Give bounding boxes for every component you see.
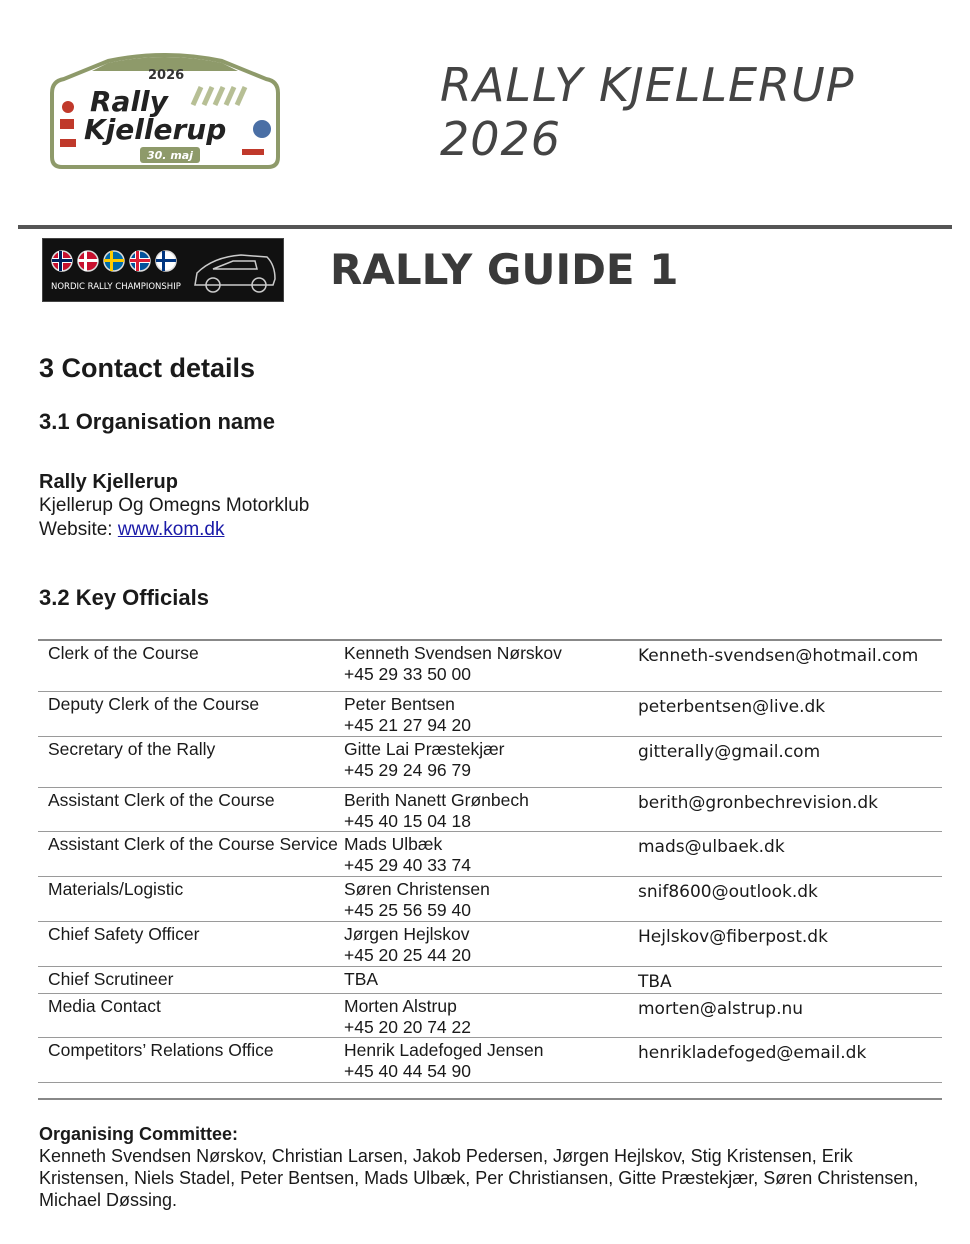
official-phone: +45 29 40 33 74 bbox=[344, 855, 471, 875]
flag-norway-icon bbox=[52, 251, 72, 271]
website-link[interactable]: www.kom.dk bbox=[117, 519, 225, 540]
official-phone: +45 25 56 59 40 bbox=[344, 900, 471, 920]
email-cell[interactable]: gitterally@gmail.com bbox=[638, 742, 821, 762]
org-heading: 3.1 Organisation name bbox=[39, 409, 275, 434]
table-row bbox=[38, 922, 942, 967]
contact-cell bbox=[344, 922, 638, 966]
club-name: Kjellerup Og Omegns Motorklub bbox=[39, 495, 310, 516]
table-row bbox=[38, 994, 942, 1038]
official-name: Mads Ulbæk bbox=[344, 834, 443, 854]
official-phone: +45 29 24 96 79 bbox=[344, 760, 471, 780]
committee-members: Kenneth Svendsen Nørskov, Christian Larsen, Jakob Pedersen, Jørgen Hejlskov, Stig Kristensen, Erik Kristensen, Niels Stadel, Peter Bentsen, Mads Ulbæk, Per Christiansen, Gitte Præstekjær, Søren Christensen, Michael Døssing. bbox=[39, 1146, 919, 1210]
table-bottom-rule bbox=[38, 1098, 942, 1100]
flag-finland-icon bbox=[156, 251, 176, 271]
email-cell[interactable]: peterbentsen@live.dk bbox=[638, 697, 826, 717]
official-name: Berith Nanett Grønbech bbox=[344, 790, 529, 810]
header-title: RALLY KJELLERUP 2026 bbox=[440, 58, 855, 166]
table-row bbox=[38, 967, 942, 994]
organisation-block bbox=[39, 470, 309, 542]
email-cell[interactable]: berith@gronbechrevision.dk bbox=[638, 793, 879, 813]
contact-cell bbox=[344, 641, 638, 691]
website-label: Website: bbox=[39, 519, 118, 540]
banner-text: NORDIC RALLY CHAMPIONSHIP bbox=[51, 282, 181, 292]
table-row bbox=[38, 788, 942, 832]
rally-kjellerup-logo bbox=[48, 53, 282, 171]
official-phone: +45 29 33 50 00 bbox=[344, 664, 471, 684]
official-phone: +45 40 15 04 18 bbox=[344, 811, 471, 831]
official-name: Peter Bentsen bbox=[344, 694, 455, 714]
role-cell: Chief Safety Officer bbox=[48, 924, 200, 944]
role-cell: Assistant Clerk of the Course Service bbox=[48, 834, 338, 854]
official-phone: +45 20 20 74 22 bbox=[344, 1017, 471, 1037]
email-cell[interactable]: morten@alstrup.nu bbox=[638, 999, 804, 1019]
role-cell: Competitors’ Relations Office bbox=[48, 1040, 274, 1060]
role-cell: Assistant Clerk of the Course bbox=[48, 790, 275, 810]
official-name: Henrik Ladefoged Jensen bbox=[344, 1040, 544, 1060]
contact-cell bbox=[344, 994, 638, 1037]
table-row bbox=[38, 641, 942, 692]
officials-table bbox=[38, 639, 942, 1083]
role-cell: Materials/Logistic bbox=[48, 879, 184, 899]
official-phone: +45 20 25 44 20 bbox=[344, 945, 471, 965]
contact-cell bbox=[344, 737, 638, 787]
contact-cell bbox=[344, 1038, 638, 1082]
email-cell[interactable]: Kenneth-svendsen@hotmail.com bbox=[638, 646, 919, 666]
email-cell[interactable]: henrikladefoged@email.dk bbox=[638, 1043, 867, 1063]
logo-date: 30. maj bbox=[147, 149, 193, 162]
table-row bbox=[38, 1038, 942, 1083]
role-cell: Clerk of the Course bbox=[48, 643, 199, 663]
table-row bbox=[38, 877, 942, 922]
role-cell: Deputy Clerk of the Course bbox=[48, 694, 260, 714]
flag-iceland-icon bbox=[130, 251, 150, 271]
contact-cell bbox=[344, 692, 638, 736]
email-cell[interactable]: snif8600@outlook.dk bbox=[638, 882, 818, 902]
logo-year: 2026 bbox=[148, 68, 185, 83]
website-line bbox=[39, 518, 309, 542]
official-name: TBA bbox=[344, 969, 379, 989]
role-cell: Media Contact bbox=[48, 996, 161, 1016]
contact-cell bbox=[344, 788, 638, 831]
official-name: Kenneth Svendsen Nørskov bbox=[344, 643, 562, 663]
logo-kjellerup: Kjellerup bbox=[84, 113, 227, 146]
table-row bbox=[38, 692, 942, 737]
flag-denmark-icon bbox=[78, 251, 98, 271]
guide-title: RALLY GUIDE 1 bbox=[330, 245, 679, 294]
email-cell[interactable]: Hejlskov@fiberpost.dk bbox=[638, 927, 828, 947]
logo-rally: Rally bbox=[90, 85, 168, 118]
section-heading: 3 Contact details bbox=[39, 353, 256, 383]
nordic-rally-banner bbox=[42, 238, 284, 302]
contact-cell bbox=[344, 832, 638, 876]
official-name: Gitte Lai Præstekjær bbox=[344, 739, 505, 759]
email-cell: TBA bbox=[638, 972, 672, 992]
contact-cell bbox=[344, 967, 638, 993]
officials-heading: 3.2 Key Officials bbox=[39, 585, 209, 610]
contact-cell bbox=[344, 877, 638, 921]
header-divider bbox=[18, 225, 952, 229]
email-cell[interactable]: mads@ulbaek.dk bbox=[638, 837, 785, 857]
table-row bbox=[38, 737, 942, 788]
official-name: Søren Christensen bbox=[344, 879, 490, 899]
official-name: Jørgen Hejlskov bbox=[344, 924, 470, 944]
role-cell: Secretary of the Rally bbox=[48, 739, 216, 759]
official-phone: +45 40 44 54 90 bbox=[344, 1061, 471, 1081]
official-name: Morten Alstrup bbox=[344, 996, 457, 1016]
official-phone: +45 21 27 94 20 bbox=[344, 715, 471, 735]
organising-committee bbox=[39, 1123, 919, 1211]
flag-sweden-icon bbox=[104, 251, 124, 271]
role-cell: Chief Scrutineer bbox=[48, 969, 174, 989]
committee-label: Organising Committee: bbox=[39, 1124, 239, 1144]
rally-car-icon bbox=[195, 255, 275, 292]
table-row bbox=[38, 832, 942, 877]
org-name: Rally Kjellerup bbox=[39, 471, 178, 493]
